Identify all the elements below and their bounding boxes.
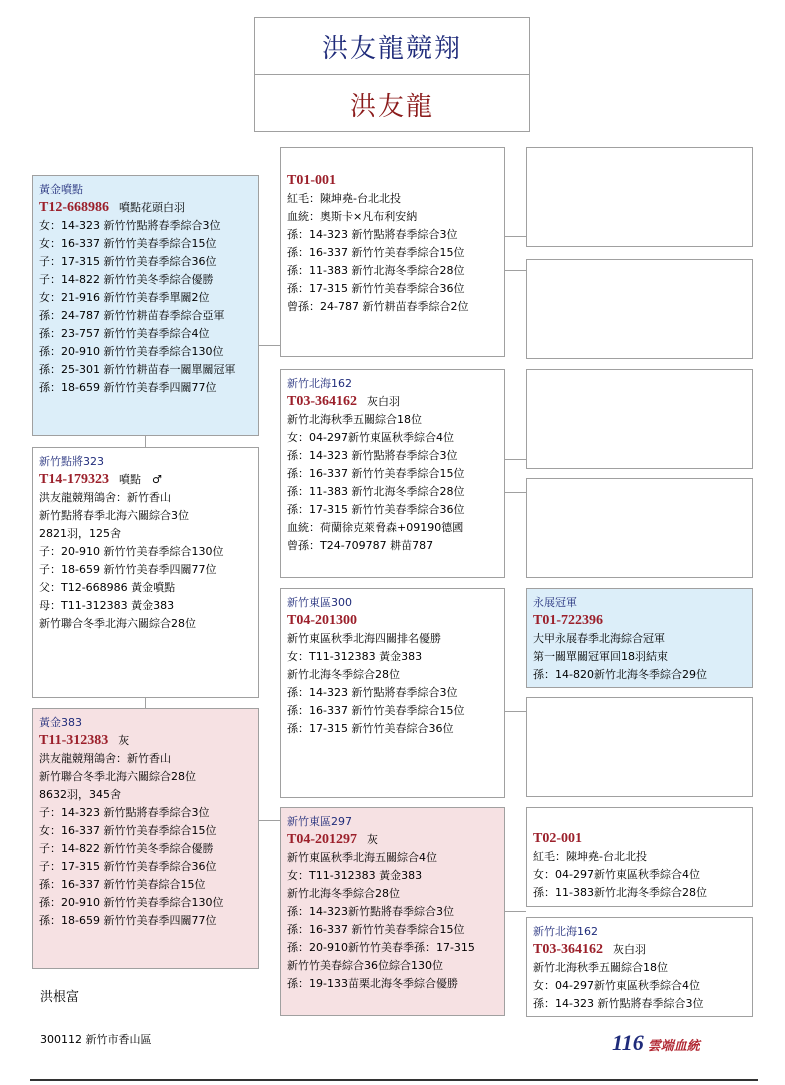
card-g3-3-empty xyxy=(526,369,753,469)
card-sub: 灰白羽 xyxy=(613,943,646,956)
title-block xyxy=(254,17,530,132)
record-line: 孫：11-383 新竹北海冬季綜合28位 xyxy=(287,485,465,498)
record-line: 女：21-916 新竹竹美春季單關2位 xyxy=(39,291,210,304)
card-g2-4 xyxy=(280,807,505,1016)
record-line: 子：17-315 新竹竹美春季綜合36位 xyxy=(39,255,217,268)
ring-number: T01-722396 xyxy=(533,613,603,628)
record-line: 孫：18-659 新竹竹美春季四關77位 xyxy=(39,914,217,927)
connector xyxy=(505,459,526,460)
record-line: 孫：23-757 新竹竹美春季綜合4位 xyxy=(39,327,210,340)
loft-name: 洪友龍競翔 xyxy=(255,18,529,75)
card-g3-2-empty xyxy=(526,259,753,359)
record-line: 8632羽，345舍 xyxy=(39,788,121,801)
card-g3-7 xyxy=(526,807,753,907)
record-line: 孫：16-337 新竹竹美春季綜合15位 xyxy=(287,246,465,259)
card-head: 黃金噴點 xyxy=(39,183,83,196)
brand-logo xyxy=(612,1030,700,1056)
record-line: 曾孫：T24-709787 耕苗787 xyxy=(287,539,434,552)
record-line: 女：04-297新竹東區秋季綜合4位 xyxy=(287,431,454,444)
ring-number: T04-201297 xyxy=(287,832,357,847)
card-sub: 灰 xyxy=(118,734,130,747)
record-line: 孫：18-659 新竹竹美春季四關77位 xyxy=(39,381,217,394)
card-g2-2 xyxy=(280,369,505,578)
card-head: 新竹北海162 xyxy=(533,925,598,938)
ring-number: T12-668986 xyxy=(39,200,109,215)
record-line: 女：04-297新竹東區秋季綜合4位 xyxy=(533,979,700,992)
ring-number: T14-179323 xyxy=(39,472,109,487)
record-line: 孫：17-315 新竹竹美春季綜合36位 xyxy=(287,503,465,516)
card-g2-1 xyxy=(280,147,505,357)
record-line: 新竹北海秋季五關綜合18位 xyxy=(533,961,668,974)
record-line: 孫：25-301 新竹竹耕苗春一關單關冠軍 xyxy=(39,363,236,376)
record-line: 女：14-323 新竹竹點將春季綜合3位 xyxy=(39,219,221,232)
card-sub: 灰 xyxy=(367,833,378,846)
card-head: 永展冠軍 xyxy=(533,596,577,609)
record-line: 女：16-337 新竹竹美春季綜合15位 xyxy=(39,237,217,250)
card-g3-6-empty xyxy=(526,697,753,797)
breeder-name: 洪根富 xyxy=(40,990,80,1005)
record-line: 孫：14-323 新竹點將春季綜合3位 xyxy=(287,686,458,699)
record-line: 大甲永展春季北海綜合冠軍 xyxy=(533,632,665,645)
record-line: 女：16-337 新竹竹美春季綜合15位 xyxy=(39,824,217,837)
record-line: 孫：16-337 新竹竹美春季綜合15位 xyxy=(287,467,465,480)
card-subject xyxy=(32,447,259,698)
ring-number: T03-364162 xyxy=(533,942,603,957)
card-sub: 噴點 ♂ xyxy=(119,473,162,486)
card-sire-sire xyxy=(32,175,259,436)
connector xyxy=(505,711,526,712)
record-line: 孫：20-910新竹竹美春季孫：17-315 xyxy=(287,941,475,954)
breeder-address: 300112 新竹市香山區 xyxy=(40,1033,152,1046)
record-line: 子：14-822 新竹竹美冬季綜合優勝 xyxy=(39,273,214,286)
card-head: 新竹北海162 xyxy=(287,377,352,390)
record-line: 孫：20-910 新竹竹美春季綜合130位 xyxy=(39,896,224,909)
record-line: 子：14-323 新竹點將春季綜合3位 xyxy=(39,806,210,819)
card-g3-5 xyxy=(526,588,753,688)
record-line: 2821羽，125舍 xyxy=(39,527,121,540)
record-line: 新竹北海冬季綜合28位 xyxy=(287,668,400,681)
record-line: 母：T11-312383 黃金383 xyxy=(39,599,175,612)
record-line: 子：20-910 新竹竹美春季綜合130位 xyxy=(39,545,224,558)
connector xyxy=(505,492,526,493)
record-line: 孫：11-383 新竹北海冬季綜合28位 xyxy=(287,264,465,277)
connector xyxy=(505,236,526,237)
record-line: 孫：19-133苗栗北海冬季綜合優勝 xyxy=(287,977,458,990)
record-line: 孫：14-323 新竹點將春季綜合3位 xyxy=(287,449,458,462)
logo-number: 116 xyxy=(612,1030,644,1055)
owner-name: 洪友龍 xyxy=(349,91,434,122)
record-line: 孫：14-323 新竹點將春季綜合3位 xyxy=(287,228,458,241)
connector xyxy=(259,345,280,346)
record-line: 孫：16-337 新竹竹美春綜合15位 xyxy=(39,878,206,891)
record-line: 孫：20-910 新竹竹美春季綜合130位 xyxy=(39,345,224,358)
record-line: 血統：荷蘭徐克萊脅森+09190德國 xyxy=(287,521,464,534)
card-head: 新竹東區297 xyxy=(287,815,352,828)
record-line: 第一關單關冠軍回18羽結束 xyxy=(533,650,668,663)
record-line: 孫：24-787 新竹竹耕苗春季綜合亞軍 xyxy=(39,309,225,322)
connector xyxy=(505,911,526,912)
connector xyxy=(259,820,280,821)
record-line: 新竹聯合冬季北海六關綜合28位 xyxy=(39,770,196,783)
logo-text: 雲端血統 xyxy=(647,1039,700,1054)
connector xyxy=(145,698,146,708)
ring-number: T02-001 xyxy=(533,831,582,846)
record-line: 孫：14-323新竹點將春季綜合3位 xyxy=(287,905,454,918)
ring-number: T11-312383 xyxy=(39,733,109,748)
record-line: 新竹竹美春綜合36位綜合130位 xyxy=(287,959,443,972)
card-g3-8 xyxy=(526,917,753,1017)
record-line: 子：18-659 新竹竹美春季四關77位 xyxy=(39,563,217,576)
card-g2-3 xyxy=(280,588,505,798)
card-head: 新竹東區300 xyxy=(287,596,352,609)
card-sub: 噴點花頭白羽 xyxy=(119,201,185,214)
record-line: 孫：16-337 新竹竹美春季綜合15位 xyxy=(287,923,465,936)
card-sub: 灰白羽 xyxy=(367,395,400,408)
card-dam xyxy=(32,708,259,969)
record-line: 女：T11-312383 黃金383 xyxy=(287,650,423,663)
record-line: 孫：17-315 新竹竹美春綜合36位 xyxy=(287,722,454,735)
record-line: 女：T11-312383 黃金383 xyxy=(287,869,423,882)
connector xyxy=(505,270,526,271)
card-g3-4-empty xyxy=(526,478,753,578)
record-line: 洪友龍競翔鴿舍：新竹香山 xyxy=(39,752,171,765)
record-line: 新竹點將春季北海六關綜合3位 xyxy=(39,509,189,522)
connector xyxy=(145,436,146,447)
record-line: 紅毛：陳坤堯-台北北投 xyxy=(287,192,401,205)
ring-number: T03-364162 xyxy=(287,394,357,409)
record-line: 子：17-315 新竹竹美春季綜合36位 xyxy=(39,860,217,873)
record-line: 新竹北海冬季綜合28位 xyxy=(287,887,400,900)
record-line: 孫：14-323 新竹點將春季綜合3位 xyxy=(533,997,704,1010)
record-line: 新竹北海秋季五關綜合18位 xyxy=(287,413,422,426)
record-line: 新竹聯合冬季北海六關綜合28位 xyxy=(39,617,196,630)
record-line: 父：T12-668986 黃金噴點 xyxy=(39,581,176,594)
record-line: 孫：16-337 新竹竹美春季綜合15位 xyxy=(287,704,465,717)
record-line: 孫：17-315 新竹竹美春季綜合36位 xyxy=(287,282,465,295)
record-line: 新竹東區秋季北海五關綜合4位 xyxy=(287,851,437,864)
ring-number: T01-001 xyxy=(287,173,336,188)
record-line: 子：14-822 新竹竹美冬季綜合優勝 xyxy=(39,842,214,855)
ring-number: T04-201300 xyxy=(287,613,357,628)
record-line: 孫：11-383新竹北海冬季綜合28位 xyxy=(533,886,707,899)
card-g3-1-empty xyxy=(526,147,753,247)
record-line: 紅毛：陳坤堯-台北北投 xyxy=(533,850,647,863)
record-line: 新竹東區秋季北海四關排名優勝 xyxy=(287,632,441,645)
record-line: 女：04-297新竹東區秋季綜合4位 xyxy=(533,868,700,881)
card-head: 新竹點將323 xyxy=(39,455,104,468)
footer-divider xyxy=(30,1079,758,1081)
record-line: 血統：奧斯卡×凡布利安納 xyxy=(287,210,418,223)
record-line: 孫：14-820新竹北海冬季綜合29位 xyxy=(533,668,707,681)
card-head: 黃金383 xyxy=(39,716,82,729)
record-line: 洪友龍競翔鴿舍：新竹香山 xyxy=(39,491,171,504)
record-line: 曾孫：24-787 新竹耕苗春季綜合2位 xyxy=(287,300,469,313)
